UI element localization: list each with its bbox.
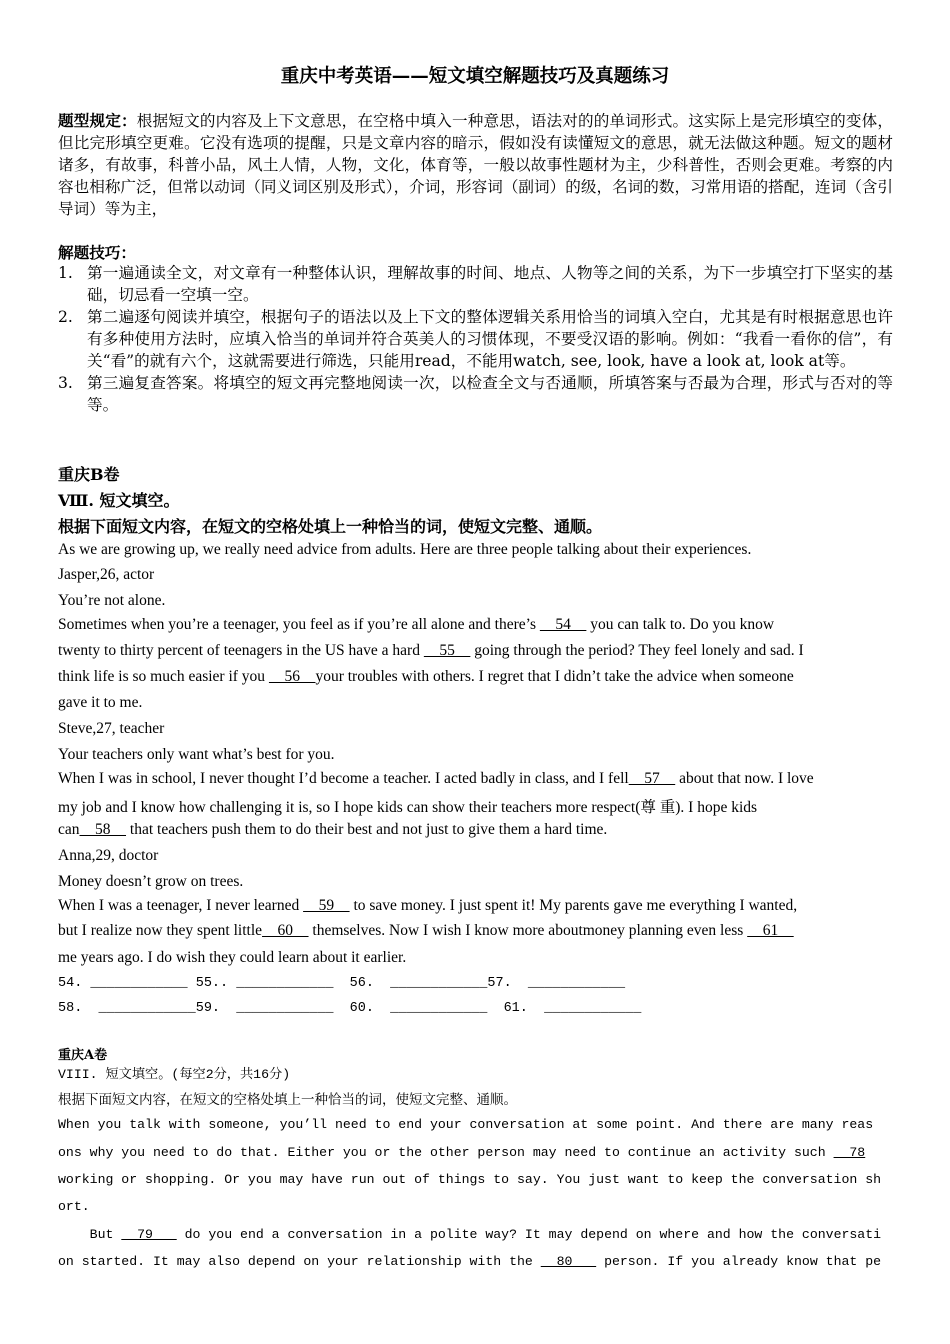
- passage-line: When I was in school, I never thought I’d become a teacher. I acted badly in class, and I fell 57 about that now. I love: [58, 770, 814, 787]
- section-b-instruction: 根据下面短文内容，在短文的空格处填上一种恰当的词，使短文完整、通顺。: [58, 517, 603, 536]
- blank-60[interactable]: 60: [262, 922, 309, 939]
- tips-list: [58, 262, 893, 416]
- blank-80[interactable]: 80: [540, 1254, 597, 1269]
- tip-item: 2. 第二遍逐句阅读并填空，根据句子的语法以及上下文的整体逻辑关系用恰当的词填入空白，尤其是有时根据意思也许有多种使用方法时，应填入恰当的单词并符合英美人的习惯体现，不要受汉语的影响。例如：“我看一看你的信”，有关“看”的就有六个，这就需要进行筛选，只能用read，不能用watch, see, look, have a look at, look at等。: [58, 308, 893, 370]
- blank-58[interactable]: 58: [79, 821, 127, 838]
- passage-intro: As we are growing up, we really need advice from adults. Here are three people talking about their experiences.: [58, 541, 752, 558]
- blank-56[interactable]: 56: [268, 668, 316, 685]
- tip-item: 1. 第一遍通读全文，对文章有一种整体认识，理解故事的时间、地点、人物等之间的关系，为下一步填空打下坚实的基础，切忌看一空填一空。: [58, 264, 893, 304]
- answer-row-1[interactable]: 54. ____________ 55.. ____________ 56. ____________57. ____________: [58, 976, 626, 991]
- tips-heading: 解题技巧：: [58, 243, 136, 262]
- section-b-part: Ⅷ. 短文填空。: [58, 491, 180, 510]
- passage-line: working or shopping. Or you may have run out of things to say. You just want to keep the conversation sh: [58, 1172, 882, 1187]
- passage-line: ort.: [58, 1199, 90, 1214]
- speaker-anna-title: Money doesn’t grow on trees.: [58, 873, 244, 890]
- passage-line: Sometimes when you’re a teenager, you feel as if you’re all alone and there’s 54 you can talk to. Do you know: [58, 616, 775, 633]
- passage-line: twenty to thirty percent of teenagers in the US have a hard 55 going through the period? They feel lonely and sad. I: [58, 642, 804, 659]
- passage-line: think life is so much easier if you 56 your troubles with others. I regret that I didn’t take the advice when someone: [58, 668, 794, 685]
- blank-55[interactable]: 55: [423, 642, 471, 659]
- speaker-jasper-title: You’re not alone.: [58, 592, 166, 609]
- passage-line: on started. It may also depend on your relationship with the 80 person. If you already know that pe: [58, 1254, 882, 1269]
- blank-57[interactable]: 57: [628, 770, 676, 787]
- passage-line: me years ago. I do wish they could learn about it earlier.: [58, 949, 407, 966]
- tip-item: 3. 第三遍复查答案。将填空的短文再完整地阅读一次，以检查全文与否通顺，所填答案与否最为合理，形式与否对的等等。: [58, 374, 893, 414]
- answer-row-2[interactable]: 58. ____________59. ____________ 60. ____________ 61. ____________: [58, 1001, 642, 1016]
- passage-line: ons why you need to do that. Either you or the other person may need to continue an activity such 78: [58, 1145, 866, 1160]
- section-a-paper: 重庆A卷: [58, 1048, 108, 1063]
- section-b-paper: 重庆B卷: [58, 465, 120, 484]
- section-a-instruction: 根据下面短文内容，在短文的空格处填上一种恰当的词，使短文完整、通顺。: [58, 1092, 517, 1108]
- speaker-jasper: Jasper,26, actor: [58, 566, 155, 583]
- passage-line: When I was a teenager, I never learned 59 to save money. I just spent it! My parents gave me everything I wanted,: [58, 897, 798, 914]
- blank-79[interactable]: 79: [121, 1227, 177, 1242]
- intro-label: 题型规定：: [58, 111, 137, 130]
- speaker-anna: Anna,29, doctor: [58, 847, 159, 864]
- intro-text: 根据短文的内容及上下文意思，在空格中填入一种意思，语法对的的单词形式。这实际上是完形填空的变体，但比完形填空更难。它没有选项的提醒，只是文章内容的暗示，假如没有读懂短文的意思，就无法做这种题。短文的题材诸多，有故事，科普小品，风土人情，人物，文化，体育等，一般以故事性题材为主，少科普性，否则会更难。考察的内容也相称广泛，但常以动词（同义词区别及形式），介词，形容词（副词）的级，名词的数，习常用语的搭配，连词（含引导词）等为主，: [58, 112, 893, 218]
- speaker-steve: Steve,27, teacher: [58, 720, 165, 737]
- question-type-intro: [58, 110, 893, 220]
- passage-line: but I realize now they spent little 60 themselves. Now I wish I know more aboutmoney planning even less 61: [58, 922, 794, 939]
- blank-61[interactable]: 61: [747, 922, 794, 939]
- speaker-steve-title: Your teachers only want what’s best for you.: [58, 746, 335, 763]
- blank-54[interactable]: 54: [539, 616, 587, 633]
- blank-78[interactable]: 78: [833, 1145, 866, 1160]
- passage-line: gave it to me.: [58, 694, 143, 711]
- blank-59[interactable]: 59: [303, 897, 350, 914]
- passage-line: But 79 do you end a conversation in a polite way? It may depend on where and how the conversati: [58, 1227, 882, 1242]
- passage-line: can 58 that teachers push them to do their best and not just to give them a hard time.: [58, 821, 608, 838]
- passage-line: When you talk with someone, you’ll need to end your conversation at some point. And there are many reas: [58, 1117, 874, 1132]
- section-a-part: VIII. 短文填空。(每空2分，共16分): [58, 1067, 291, 1082]
- passage-line: my job and I know how challenging it is, so I hope kids can show their teachers more respect(尊 重). I hope kids: [58, 799, 758, 816]
- page-title: 重庆中考英语——短文填空解题技巧及真题练习: [280, 66, 670, 87]
